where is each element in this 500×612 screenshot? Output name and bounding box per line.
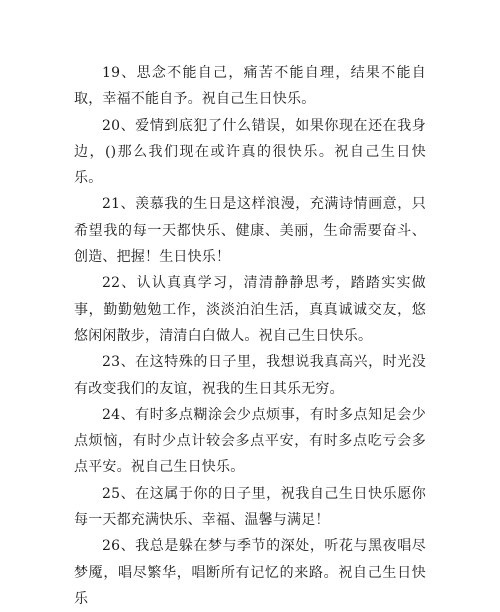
paragraph-24: 24、有时多点糊涂会少点烦事，有时多点知足会少点烦恼，有时少点计较会多点平安，有时多点吃亏会多点平安。祝自己生日快乐。 bbox=[74, 406, 426, 476]
paragraph-23: 23、在这特殊的日子里，我想说我真高兴，时光没有改变我们的友谊，祝我的生日其乐无穷。 bbox=[74, 354, 426, 397]
paragraph-22: 22、认认真真学习，清清静静思考，踏踏实实做事，勤勤勉勉工作，淡淡泊泊生活，真真诚诚交友，悠悠闲闲散步，清清白白做人。祝自己生日快乐。 bbox=[74, 275, 426, 344]
paragraph-25: 25、在这属于你的日子里，祝我自己生日快乐愿你每一天都充满快乐、幸福、温馨与满足！ bbox=[74, 485, 426, 529]
paragraph-20: 20、爱情到底犯了什么错误，如果你现在还在我身边，()那么我们现在或许真的很快乐。祝自己生日快乐。 bbox=[74, 117, 426, 187]
paragraph-21: 21、羡慕我的生日是这样浪漫，充满诗情画意，只希望我的每一天都快乐、健康、美丽，生命需要奋斗、创造、把握！生日快乐！ bbox=[74, 196, 426, 266]
paragraph-26: 26、我总是躲在梦与季节的深处，听花与黑夜唱尽梦魇，唱尽繁华，唱断所有记忆的来路。祝自己生日快乐 bbox=[74, 538, 426, 607]
document-body bbox=[74, 60, 426, 612]
paragraph-19: 19、思念不能自己，痛苦不能自理，结果不能自取，幸福不能自予。祝自己生日快乐。 bbox=[74, 65, 426, 108]
